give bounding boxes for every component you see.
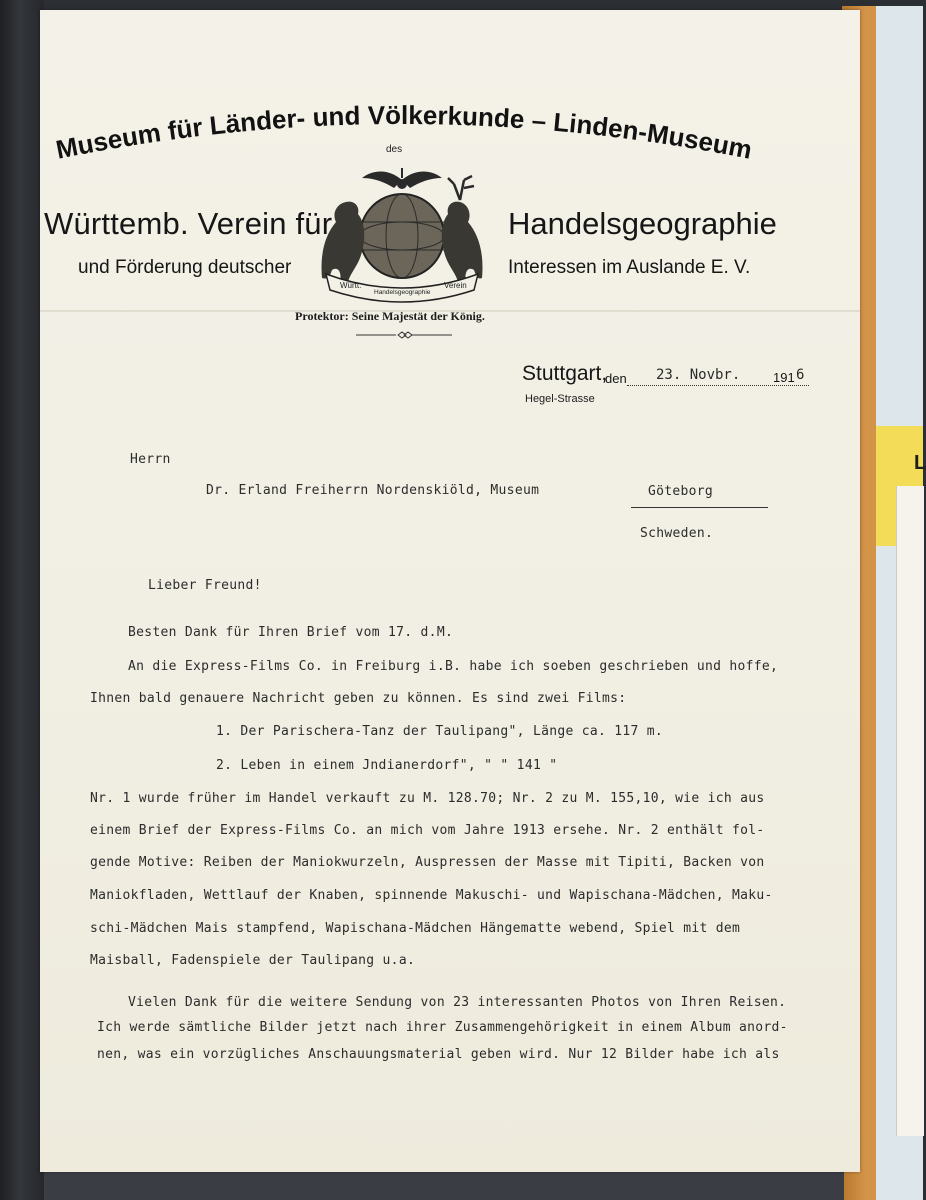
body-line: nen, was ein vorzügliches Anschauungsmaterial geben wird. Nur 12 Bilder habe ich als bbox=[97, 1047, 780, 1062]
letterhead-arc-title bbox=[0, 95, 923, 175]
crest-banner-right: Verein bbox=[444, 281, 467, 290]
protektor-line: Protektor: Seine Majestät der König. bbox=[295, 309, 485, 323]
body-line: An die Express-Films Co. in Freiburg i.B. habe ich soeben geschrieben und hoffe, bbox=[128, 659, 779, 674]
body-line: 2. Leben in einem Jndianerdorf", " " 141 " bbox=[216, 758, 558, 773]
letterhead-right-subtitle: Interessen im Auslande E. V. bbox=[508, 257, 751, 278]
folder-tab-label: L bbox=[914, 452, 926, 474]
body-line: einem Brief der Express-Films Co. an mich vom Jahre 1913 ersehe. Nr. 2 enthält fol- bbox=[90, 823, 765, 838]
crest-banner-mid: Handelsgeographie bbox=[374, 289, 431, 296]
recipient-title: Herrn bbox=[130, 452, 171, 467]
body-line: Maisball, Fadenspiele der Taulipang u.a. bbox=[90, 953, 416, 968]
body-line: gende Motive: Reiben der Maniokwurzeln, Auspressen der Masse mit Tipiti, Backen von bbox=[90, 855, 765, 870]
body-line: Ich werde sämtliche Bilder jetzt nach ihrer Zusammengehörigkeit in einem Album anord- bbox=[97, 1020, 788, 1035]
body-line: schi-Mädchen Mais stampfend, Wapischana-Mädchen Hängematte webend, Spiel mit dem bbox=[90, 921, 741, 936]
svg-text:Museum für Länder- und Völkerk bbox=[53, 100, 754, 165]
body-line: 1. Der Parischera-Tanz der Taulipang", Länge ca. 117 m. bbox=[216, 724, 663, 739]
greeting: Lieber Freund! bbox=[148, 578, 262, 593]
street-label: Hegel-Strasse bbox=[525, 393, 595, 405]
letterhead-des: des bbox=[386, 144, 403, 155]
body-line: Nr. 1 wurde früher im Handel verkauft zu M. 128.70; Nr. 2 zu M. 155,10, wie ich aus bbox=[90, 791, 765, 806]
arc-title-text: Museum für Länder- und Völkerkunde – Linden-Museum bbox=[53, 99, 755, 165]
body-line: Besten Dank für Ihren Brief vom 17. d.M. bbox=[128, 625, 454, 640]
year-typed: 6 bbox=[796, 367, 805, 383]
body-line: Vielen Dank für die weitere Sendung von 23 interessanten Photos von Ihren Reisen. bbox=[128, 995, 787, 1010]
ornament-divider-icon bbox=[356, 330, 452, 340]
crest-banner-left: Württ. bbox=[340, 281, 362, 290]
letterhead-left-subtitle: und Förderung deutscher bbox=[78, 257, 292, 278]
date-typed: 23. Novbr. bbox=[656, 367, 741, 383]
recipient-country: Schweden. bbox=[640, 526, 714, 541]
year-prefix: 191 bbox=[773, 370, 795, 385]
body-line: Maniokfladen, Wettlauf der Knaben, spinnende Makuschi- und Wapischana-Mädchen, Maku- bbox=[90, 888, 773, 903]
den-label: den bbox=[605, 371, 627, 386]
paper-slip bbox=[896, 486, 924, 1136]
letterhead-right-title: Handelsgeographie bbox=[508, 206, 777, 241]
letterhead-left-title: Württemb. Verein für bbox=[44, 206, 333, 241]
binder-bottom bbox=[44, 1172, 844, 1200]
recipient-city: Göteborg bbox=[648, 484, 714, 499]
place-label: Stuttgart, bbox=[522, 362, 608, 385]
body-line: Ihnen bald genauere Nachricht geben zu können. Es sind zwei Films: bbox=[90, 691, 627, 706]
crest-icon bbox=[314, 166, 490, 302]
binder-edge bbox=[0, 0, 44, 1200]
city-underline bbox=[631, 507, 768, 508]
recipient-name: Dr. Erland Freiherrn Nordenskiöld, Museum bbox=[206, 483, 540, 498]
date-dotted-line bbox=[627, 385, 809, 386]
